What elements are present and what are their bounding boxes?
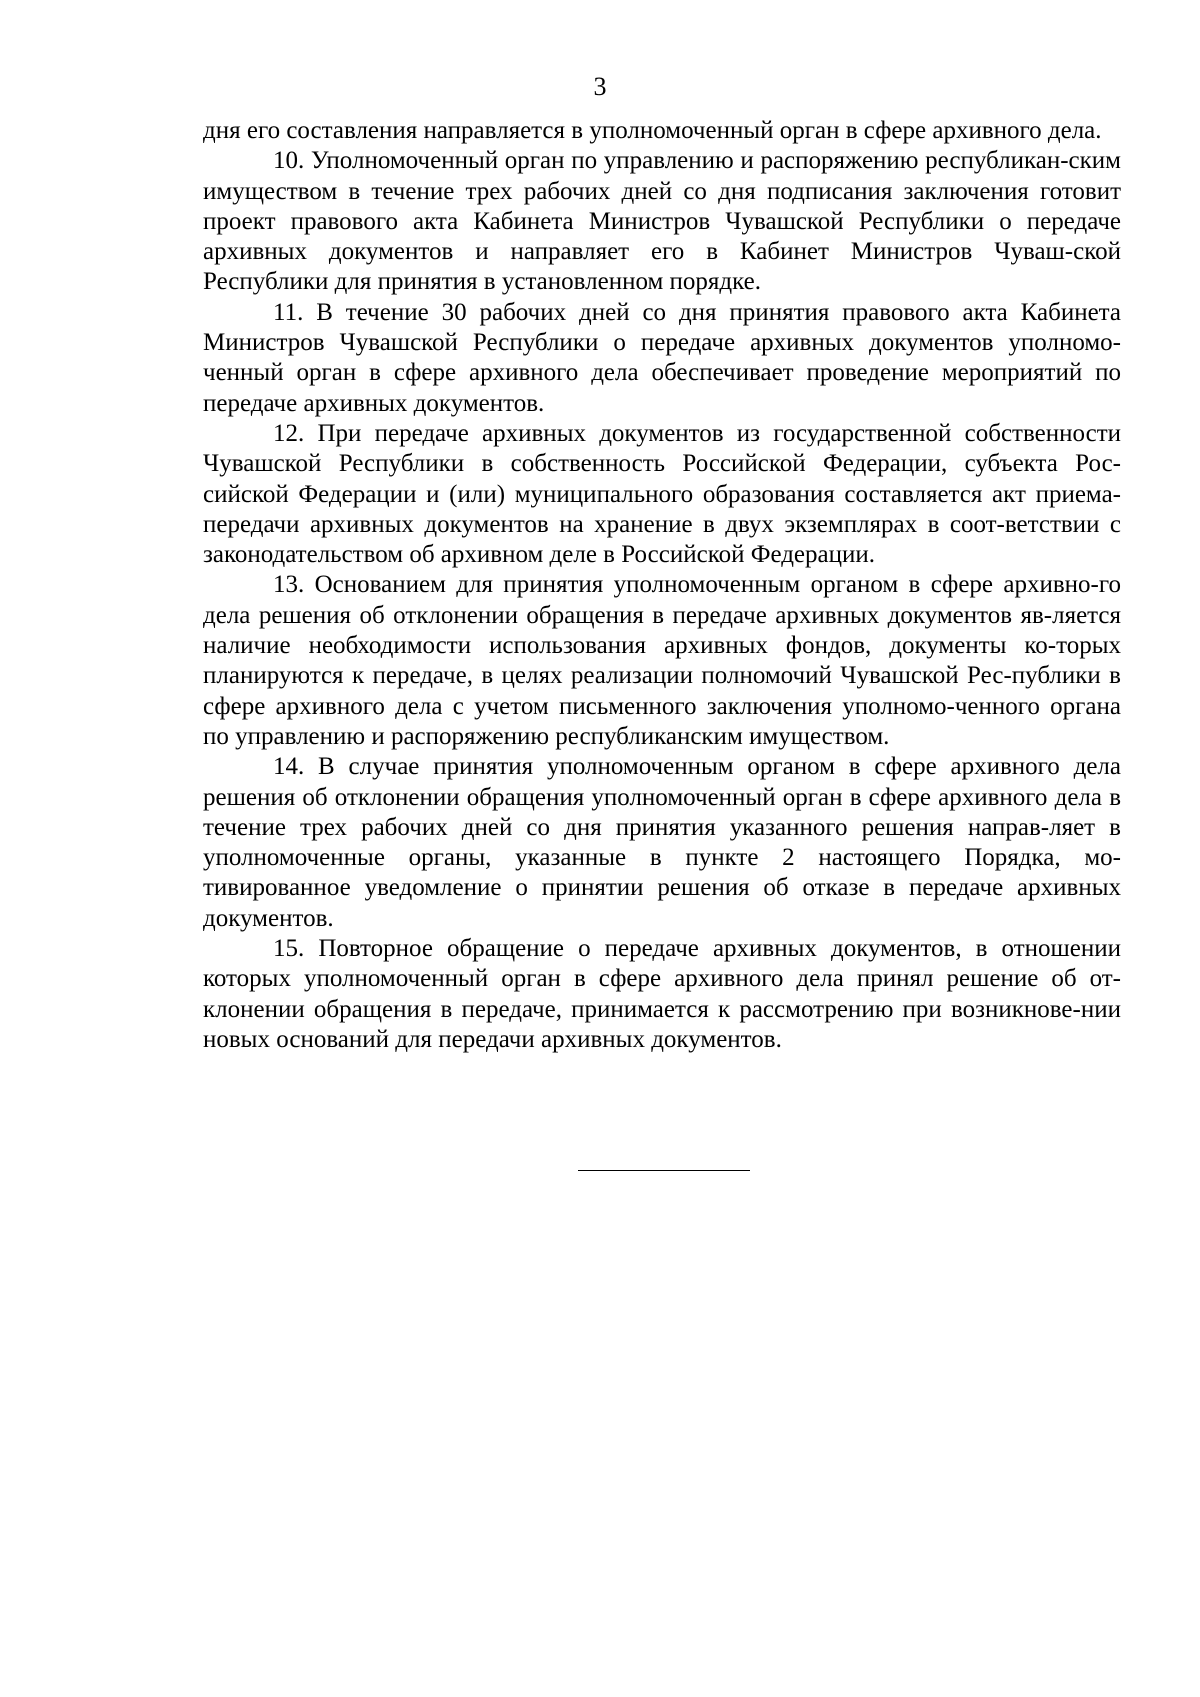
paragraph-11: 11. В течение 30 рабочих дней со дня принятия правового акта Кабинета Министров Чувашской Республики о передаче архивных документов уполномо-ченный орган в сфере архивного дела обеспечивает проведение мероприятий по передаче архивных документов. <box>203 298 1121 417</box>
paragraph-12: 12. При передаче архивных документов из государственной собственности Чувашской Республики в собственность Российской Федерации, субъекта Рос-сийской Федерации и (или) муниципального образования составляется акт приема-передачи архивных документов на хранение в двух экземплярах в соот-ветствии с законодательством об архивном деле в Российской Федерации. <box>203 419 1121 569</box>
document-body <box>203 116 1121 1055</box>
end-of-document-rule <box>578 1170 750 1171</box>
paragraph-15: 15. Повторное обращение о передаче архивных документов, в отношении которых уполномоченный орган в сфере архивного дела принял решение об от-клонении обращения в передаче, принимается к рассмотрению при возникнове-нии новых оснований для передачи архивных документов. <box>203 935 1121 1053</box>
paragraph-10: 10. Уполномоченный орган по управлению и распоряжению республикан-ским имуществом в течение трех рабочих дней со дня подписания заключения готовит проект правового акта Кабинета Министров Чувашской Республики о передаче архивных документов и направляет его в Кабинет Министров Чуваш-ской Республики для принятия в установленном порядке. <box>203 147 1121 296</box>
paragraph-14: 14. В случае принятия уполномоченным органом в сфере архивного дела решения об отклонении обращения уполномоченный орган в сфере архивного дела в течение трех рабочих дней со дня принятия указанного решения направ-ляет в уполномоченные органы, указанные в пункте 2 настоящего Порядка, мо-тивированное уведомление о принятии решения об отказе в передаче архивных документов. <box>203 753 1121 932</box>
paragraph-continuation: дня его составления направляется в уполномоченный орган в сфере архивного дела. <box>203 117 1102 144</box>
paragraph-13: 13. Основанием для принятия уполномоченным органом в сфере архивно-го дела решения об отклонении обращения в передаче архивных документов яв-ляется наличие необходимости использования архивных фондов, документы ко-торых планируются к передаче, в целях реализации полномочий Чувашской Рес-публики в сфере архивного дела с учетом письменного заключения уполномо-ченного органа по управлению и распоряжению республиканским имуществом. <box>203 571 1121 750</box>
page-number: 3 <box>593 72 607 101</box>
